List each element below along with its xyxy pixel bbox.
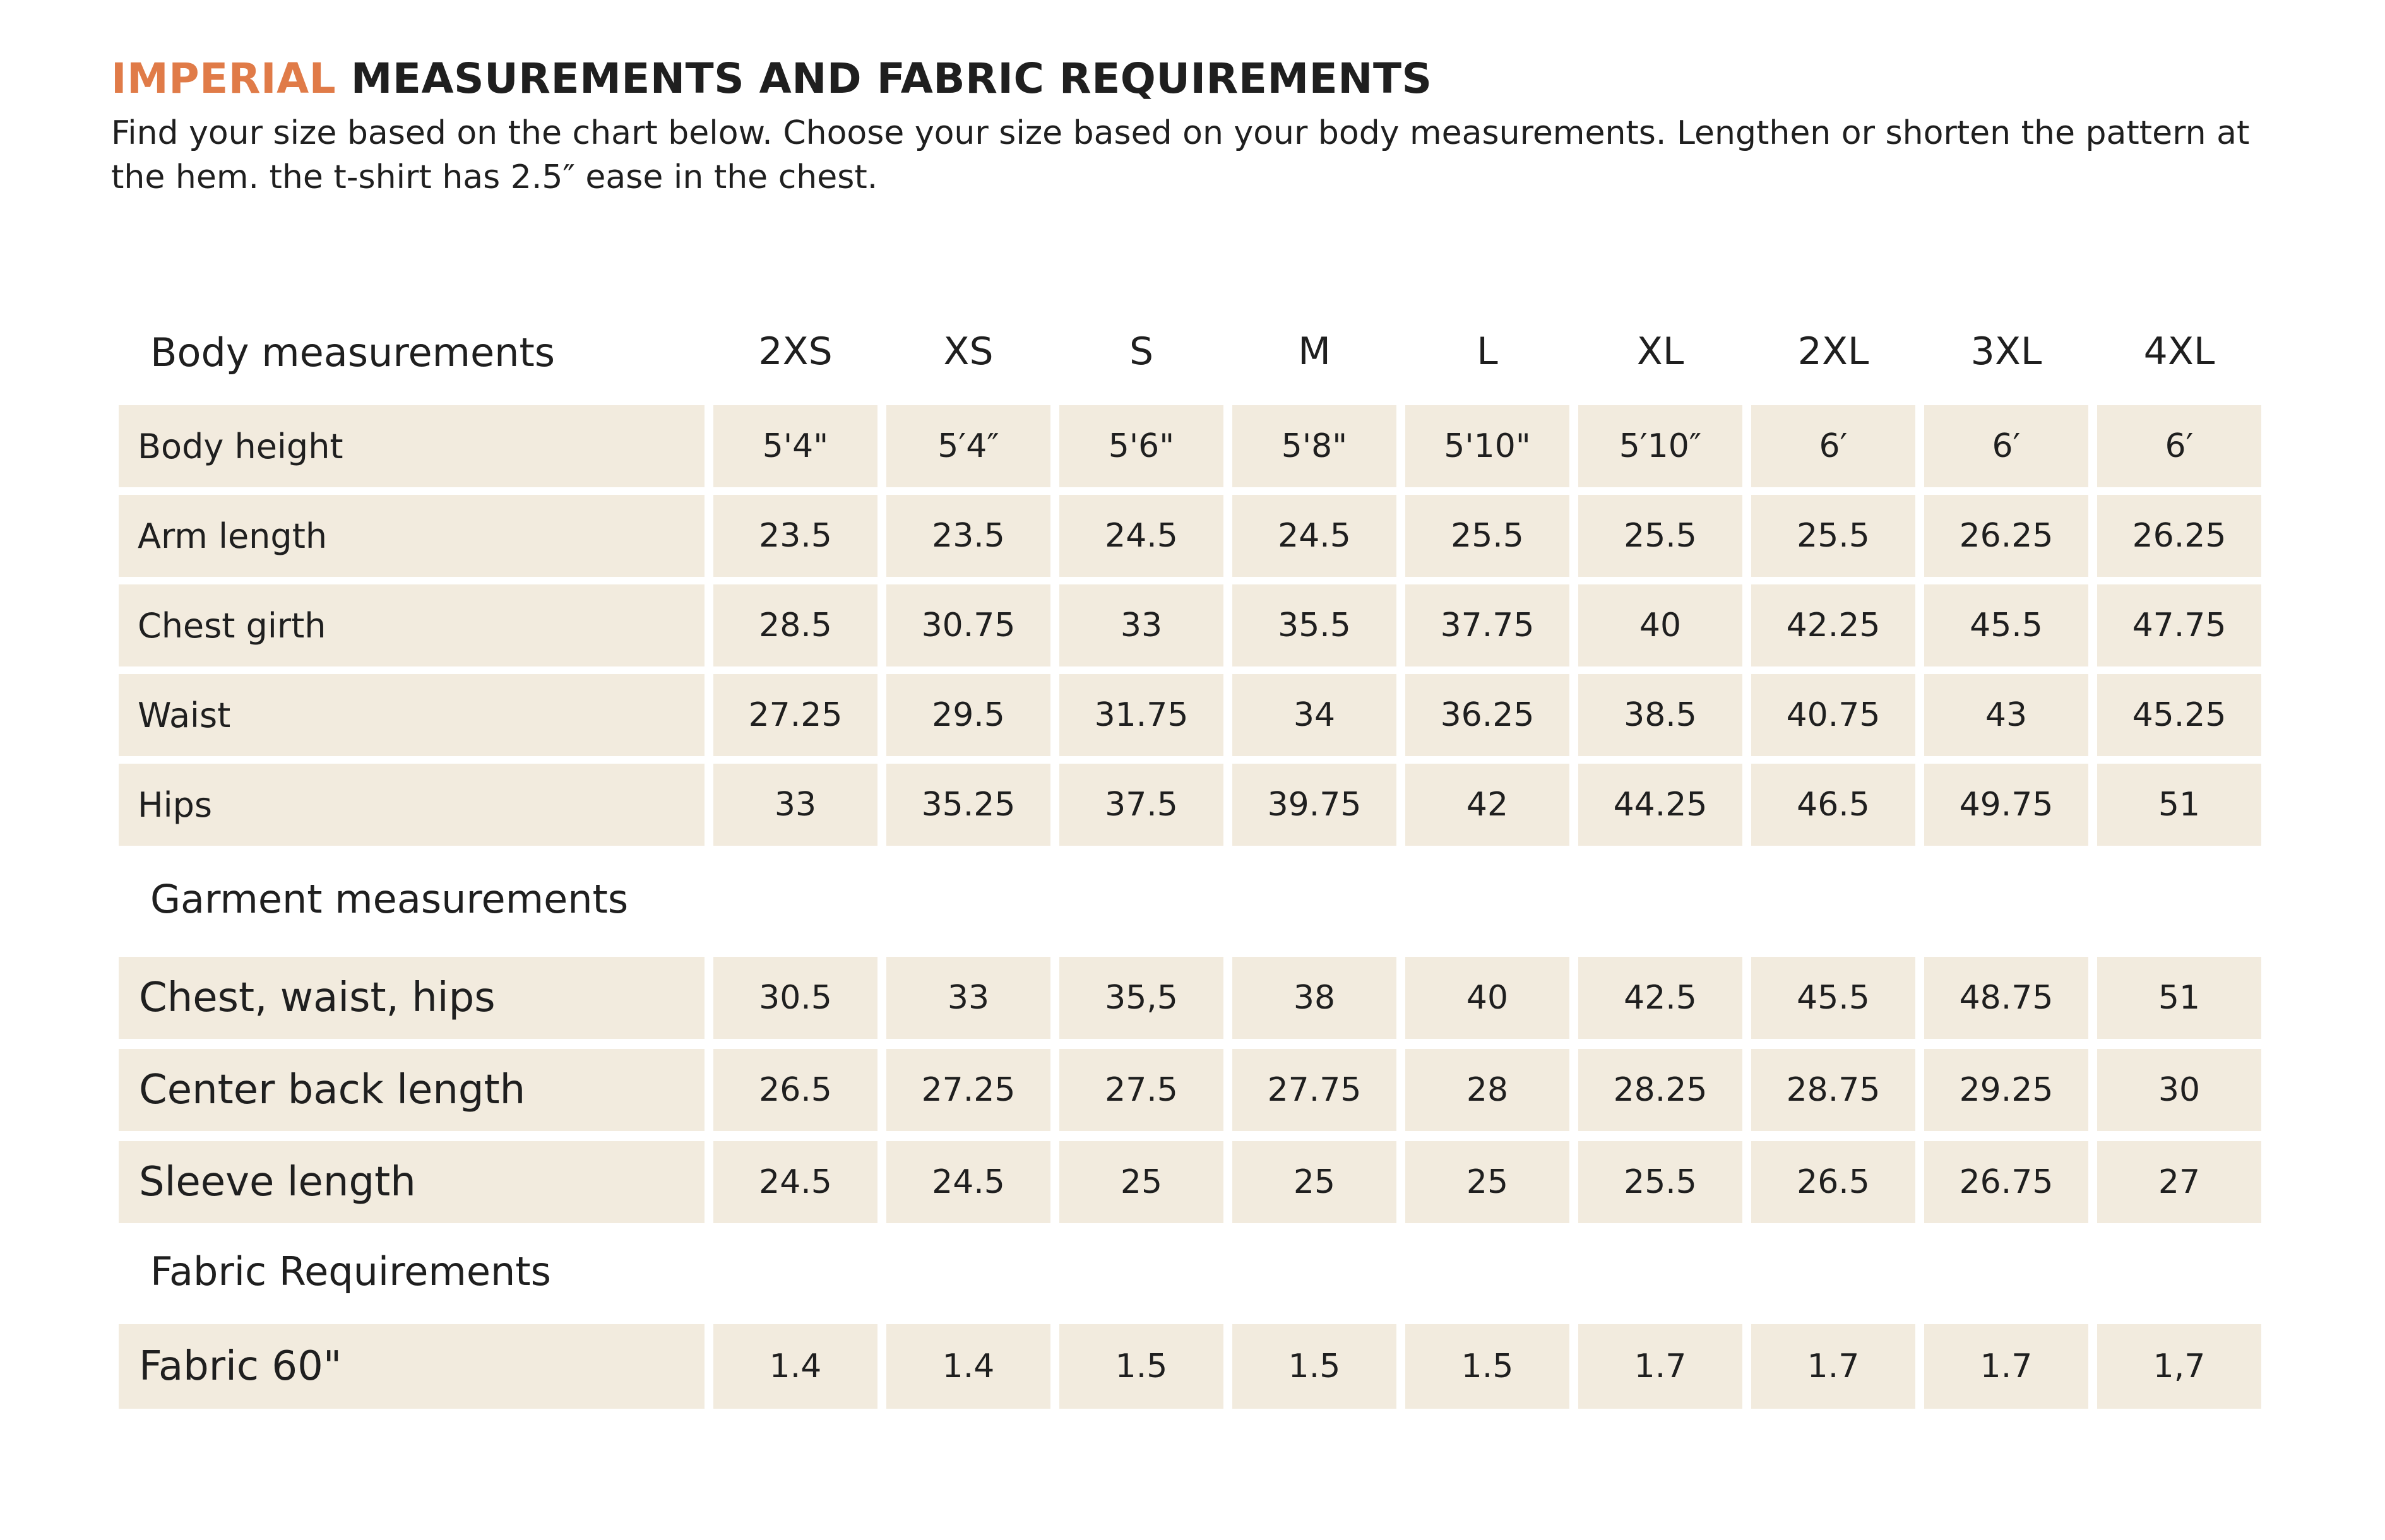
table-cell: 27.5 [1059, 1049, 1223, 1131]
table-cell: 6′ [2097, 405, 2261, 487]
table-cell: 24.5 [1059, 495, 1223, 577]
table-cell: 33 [713, 764, 877, 846]
table-cell: 23.5 [713, 495, 877, 577]
table-cell: 28.5 [713, 584, 877, 666]
table-cell: 35.5 [1232, 584, 1396, 666]
table-cell: 49.75 [1924, 764, 2088, 846]
row-label: Sleeve length [119, 1141, 705, 1223]
size-header: S [1129, 329, 1154, 374]
table-row [119, 674, 2261, 756]
table-cell: 5'6" [1059, 405, 1223, 487]
table-cell: 42.5 [1578, 957, 1742, 1039]
table-cell: 29.5 [886, 674, 1050, 756]
table-cell: 29.25 [1924, 1049, 2088, 1131]
row-label: Chest girth [119, 584, 705, 666]
table-cell: 37.75 [1405, 584, 1569, 666]
table-cell: 47.75 [2097, 584, 2261, 666]
table-cell: 33 [1059, 584, 1223, 666]
table-cell: 45.25 [2097, 674, 2261, 756]
table-cell: 45.5 [1751, 957, 1915, 1039]
table-cell: 35,5 [1059, 957, 1223, 1039]
table-cell: 27.25 [713, 674, 877, 756]
table-cell: 37.5 [1059, 764, 1223, 846]
table-cell: 26.25 [2097, 495, 2261, 577]
table-cell: 26.5 [713, 1049, 877, 1131]
table-cell: 6′ [1924, 405, 2088, 487]
table-cell: 44.25 [1578, 764, 1742, 846]
body-measurements-heading: Body measurements [150, 329, 556, 376]
table-cell: 51 [2097, 957, 2261, 1039]
table-cell: 1.7 [1578, 1324, 1742, 1409]
row-label: Center back length [119, 1049, 705, 1131]
row-label: Arm length [119, 495, 705, 577]
table-cell: 1.4 [713, 1324, 877, 1409]
row-label: Fabric 60" [119, 1324, 705, 1409]
table-cell: 25.5 [1578, 495, 1742, 577]
table-cell: 30.5 [713, 957, 877, 1039]
table-cell: 25.5 [1578, 1141, 1742, 1223]
row-label: Chest, waist, hips [119, 957, 705, 1039]
table-row [119, 1324, 2261, 1409]
title-accent: IMPERIAL [111, 54, 336, 103]
garment-measurements-heading: Garment measurements [150, 876, 629, 922]
table-cell: 26.75 [1924, 1141, 2088, 1223]
table-cell: 40 [1405, 957, 1569, 1039]
table-cell: 48.75 [1924, 957, 2088, 1039]
row-label: Hips [119, 764, 705, 846]
table-cell: 5′4″ [886, 405, 1050, 487]
table-cell: 43 [1924, 674, 2088, 756]
size-header: 2XS [758, 329, 833, 374]
size-header: L [1477, 329, 1498, 374]
table-cell: 40 [1578, 584, 1742, 666]
intro-text: Find your size based on the chart below. Choose your size based on your body measurements. Lengthen or shorten the pattern at the hem. the t-shirt has 2.5″ ease in the chest. [111, 114, 2250, 196]
table-cell: 5'4" [713, 405, 877, 487]
table-cell: 24.5 [713, 1141, 877, 1223]
table-cell: 42 [1405, 764, 1569, 846]
size-header: 2XL [1797, 329, 1869, 374]
row-label: Body height [119, 405, 705, 487]
size-header-row [119, 329, 2261, 376]
table-row [119, 1141, 2261, 1223]
table-cell: 39.75 [1232, 764, 1396, 846]
table-cell: 1.7 [1924, 1324, 2088, 1409]
table-cell: 45.5 [1924, 584, 2088, 666]
table-cell: 1.5 [1232, 1324, 1396, 1409]
table-cell: 26.5 [1751, 1141, 1915, 1223]
row-label: Waist [119, 674, 705, 756]
table-cell: 5'8" [1232, 405, 1396, 487]
size-header: M [1298, 329, 1331, 374]
table-cell: 34 [1232, 674, 1396, 756]
table-cell: 1.5 [1059, 1324, 1223, 1409]
table-cell: 28 [1405, 1049, 1569, 1131]
table-cell: 36.25 [1405, 674, 1569, 756]
table-cell: 38 [1232, 957, 1396, 1039]
table-cell: 5'10" [1405, 405, 1569, 487]
fabric-requirements-heading: Fabric Requirements [150, 1248, 551, 1294]
table-row [119, 495, 2261, 577]
table-row [119, 764, 2261, 846]
table-cell: 46.5 [1751, 764, 1915, 846]
table-cell: 24.5 [886, 1141, 1050, 1223]
table-cell: 5′10″ [1578, 405, 1742, 487]
table-cell: 27.75 [1232, 1049, 1396, 1131]
table-cell: 27 [2097, 1141, 2261, 1223]
size-header: 3XL [1970, 329, 2042, 374]
table-cell: 1.7 [1751, 1324, 1915, 1409]
table-cell: 1.5 [1405, 1324, 1569, 1409]
table-row [119, 405, 2261, 487]
table-row [119, 957, 2261, 1039]
table-cell: 24.5 [1232, 495, 1396, 577]
table-row [119, 584, 2261, 666]
table-cell: 42.25 [1751, 584, 1915, 666]
size-header: XS [943, 329, 994, 374]
table-cell: 51 [2097, 764, 2261, 846]
page-title [111, 54, 1432, 103]
table-cell: 26.25 [1924, 495, 2088, 577]
table-cell: 31.75 [1059, 674, 1223, 756]
table-cell: 23.5 [886, 495, 1050, 577]
table-cell: 28.25 [1578, 1049, 1742, 1131]
size-header: 4XL [2143, 329, 2215, 374]
table-cell: 6′ [1751, 405, 1915, 487]
table-cell: 25 [1405, 1141, 1569, 1223]
table-cell: 30.75 [886, 584, 1050, 666]
table-row [119, 1049, 2261, 1131]
table-cell: 25 [1059, 1141, 1223, 1223]
size-header: XL [1636, 329, 1684, 374]
table-cell: 35.25 [886, 764, 1050, 846]
table-cell: 27.25 [886, 1049, 1050, 1131]
table-cell: 25 [1232, 1141, 1396, 1223]
table-cell: 25.5 [1405, 495, 1569, 577]
table-cell: 1,7 [2097, 1324, 2261, 1409]
table-cell: 38.5 [1578, 674, 1742, 756]
table-cell: 25.5 [1751, 495, 1915, 577]
table-cell: 30 [2097, 1049, 2261, 1131]
table-cell: 28.75 [1751, 1049, 1915, 1131]
table-cell: 1.4 [886, 1324, 1050, 1409]
title-rest: MEASUREMENTS AND FABRIC REQUIREMENTS [350, 54, 1432, 103]
table-cell: 33 [886, 957, 1050, 1039]
table-cell: 40.75 [1751, 674, 1915, 756]
